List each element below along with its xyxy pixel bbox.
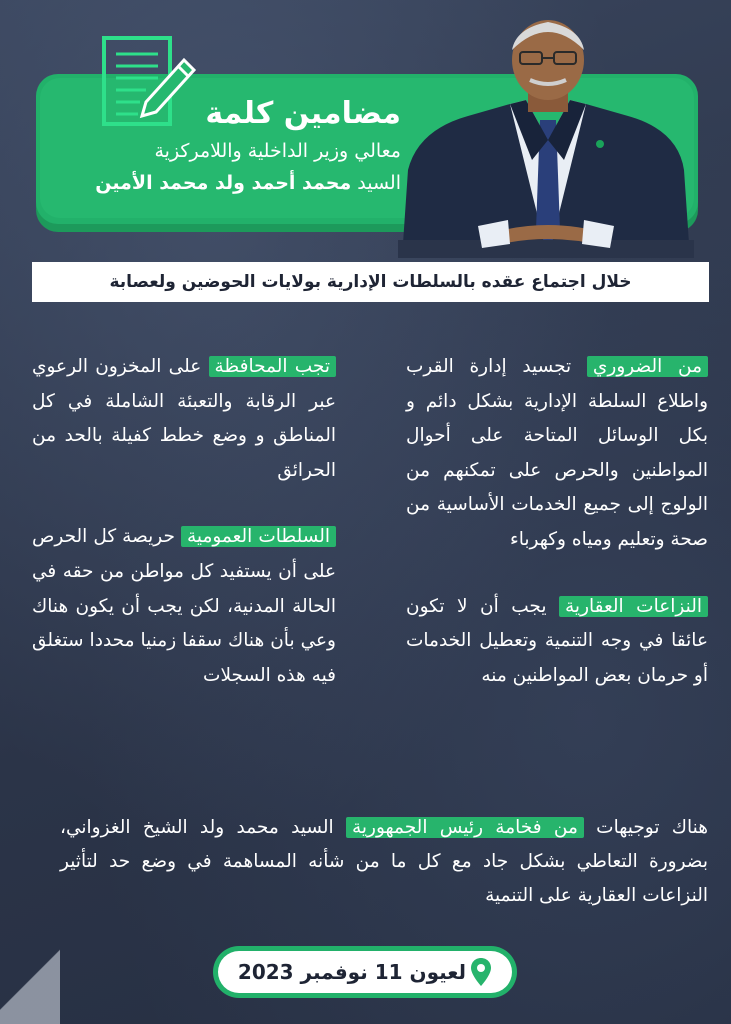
paragraph-text: تجسيد إدارة القرب واطلاع السلطة الإدارية بشكل دائم و بكل الوسائل المتاحة على أحوال المواطنين والحرص على تمكنهم من الولوج إلى جميع الخدمات الأساسية من صحة وتعليم ومياه وكهرباء (406, 356, 708, 550)
paragraph-text: على المخزون الرعوي عبر الرقابة والتعبئة الشاملة في كل المناطق و وضع خطط كفيلة بالحد من الحرائق (32, 356, 336, 481)
right-paragraph-2 (406, 590, 708, 694)
location-pin-icon (470, 957, 492, 987)
minister-name-text: محمد أحمد ولد محمد الأمين (95, 172, 352, 194)
highlight-label: السلطات العمومية (181, 526, 336, 547)
place-date-text: لعيون 11 نوفمبر 2023 (237, 960, 467, 984)
left-paragraph-1 (32, 350, 336, 488)
footer-location-date (218, 951, 512, 993)
paragraph-text: السيد محمد ولد الشيخ الغزواني، بضرورة التعاطي بشكل جاد مع كل ما من شأنه المساهمة في وضع حد لتأثير النزاعات العقارية على التنمية (60, 817, 708, 906)
minister-name (95, 172, 401, 194)
paragraph-prefix: هناك توجيهات (583, 817, 708, 838)
paragraph-text: يجب أن لا تكون عائقا في وجه التنمية وتعطيل الخدمات أو حرمان بعض المواطنين منه (406, 595, 708, 686)
highlight-label: النزاعات العقارية (559, 596, 708, 617)
minister-name-prefix: السيد (357, 172, 401, 194)
corner-decoration (0, 934, 60, 1024)
subtitle-bar (32, 262, 709, 302)
document-pen-icon (102, 36, 202, 128)
subtitle-text: خلال اجتماع عقده بالسلطات الإدارية بولايات الحوضين ولعصابة (109, 272, 632, 292)
right-column (406, 350, 708, 693)
minister-title: معالي وزير الداخلية واللامركزية (154, 140, 401, 162)
paragraph-text: حريصة كل الحرص على أن يستفيد كل مواطن من حقه في الحالة المدنية، لكن يجب أن يكون هناك وعي بأن هناك سقفا زمنيا محددا ستغلق فيه هذه السجلات (32, 526, 336, 686)
left-paragraph-2 (32, 520, 336, 693)
highlight-label: من الضروري (587, 356, 708, 377)
header-title: مضامين كلمة (205, 96, 401, 131)
right-paragraph-1 (406, 350, 708, 558)
left-column (32, 350, 336, 693)
highlight-label: تجب المحافظة (209, 356, 336, 377)
minister-portrait (398, 20, 694, 258)
highlight-label: من فخامة رئيس الجمهورية (346, 817, 584, 838)
bottom-paragraph (60, 811, 708, 913)
